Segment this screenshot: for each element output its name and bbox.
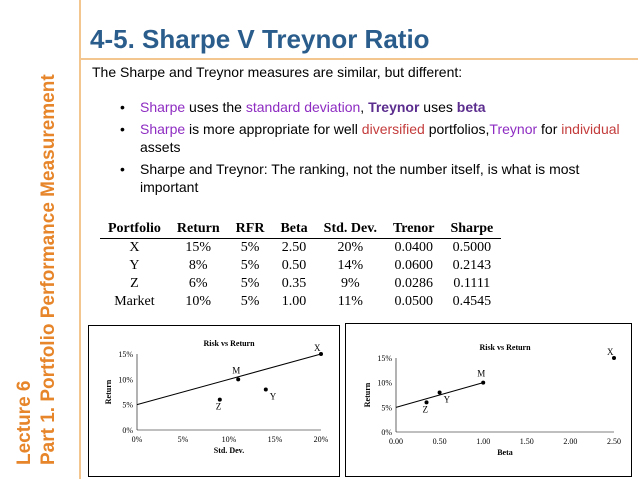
page-title: 4-5. Sharpe V Treynor Ratio <box>90 24 430 54</box>
cell: 0.0500 <box>394 294 433 309</box>
x-tick-label: 15% <box>267 435 283 444</box>
cell: 0.5000 <box>452 240 492 255</box>
x-tick-label: 1.50 <box>519 437 534 446</box>
col-header: Beta <box>272 220 315 239</box>
table-row <box>100 257 501 275</box>
cell: 8% <box>188 258 208 273</box>
col-header: Std. Dev. <box>316 220 385 239</box>
bullet-item: • Sharpe and Treynor: The ranking, not the number itself, is what is most important <box>120 161 580 195</box>
part-label: Part 1. Portfolio Performance Measurement <box>38 74 59 465</box>
point-label-m: M <box>232 365 241 376</box>
y-tick-label: 5% <box>122 400 133 410</box>
cell: Z <box>130 276 139 291</box>
data-point-m <box>236 377 240 381</box>
lecture-label: Lecture 6 <box>14 380 35 465</box>
sidebar-vertical-text <box>0 0 80 479</box>
cell: 0.0400 <box>394 240 433 255</box>
term-sharpe: Sharpe <box>140 99 186 115</box>
cell: 0.0600 <box>394 258 433 273</box>
point-label-z: Z <box>422 404 429 415</box>
y-tick-label: 10% <box>118 375 133 385</box>
point-label-y: Y <box>269 391 277 402</box>
chart-std-dev <box>88 325 340 477</box>
point-label-m: M <box>477 368 486 379</box>
table-row <box>100 275 501 293</box>
col-header: Portfolio <box>100 220 169 239</box>
data-point-y <box>264 387 268 391</box>
y-tick-label: 5% <box>381 403 392 413</box>
ratio-table <box>100 220 501 311</box>
term-beta: beta <box>456 99 486 115</box>
chart-title: Risk vs Return <box>479 343 531 352</box>
capital-market-line <box>137 354 321 405</box>
x-axis-label: Std. Dev. <box>213 446 245 455</box>
cell: 0.50 <box>281 258 307 273</box>
cell: 0.0286 <box>394 276 433 291</box>
cell: 5% <box>240 240 260 255</box>
point-label-z: Z <box>215 401 222 412</box>
y-axis-label: Return <box>104 379 113 405</box>
col-header: Trenor <box>385 220 442 239</box>
data-point-m <box>481 381 485 385</box>
x-tick-label: 2.00 <box>563 437 578 446</box>
point-label-x: X <box>314 343 321 353</box>
cell: 5% <box>240 258 260 273</box>
table-row <box>100 293 501 311</box>
cell: 1.00 <box>281 294 307 309</box>
y-axis-label: Return <box>363 382 372 408</box>
term-std-dev: standard deviation <box>245 99 361 115</box>
capital-market-line <box>396 383 483 408</box>
divider-horizontal <box>81 58 638 60</box>
cell: 20% <box>337 240 364 255</box>
x-tick-label: 1.00 <box>476 437 491 446</box>
bullet-text: for <box>537 121 562 137</box>
bullet-text: , <box>360 99 369 115</box>
cell: 0.4545 <box>452 294 492 309</box>
y-tick-label: 0% <box>122 426 133 435</box>
bullet-list <box>120 98 630 200</box>
bullet-text: assets <box>140 139 181 155</box>
x-tick-label: 0.50 <box>432 437 447 446</box>
term-treynor: Treynor <box>368 99 420 115</box>
cell: Market <box>114 294 155 309</box>
cell: 0.1111 <box>453 276 491 291</box>
bullet-text: portfolios, <box>424 121 490 137</box>
cell: 15% <box>185 240 212 255</box>
term-sharpe: Sharpe <box>140 121 186 137</box>
cell: 6% <box>188 276 208 291</box>
x-tick-label: 0.00 <box>389 437 403 446</box>
col-header: RFR <box>228 220 273 239</box>
cell: 0.2143 <box>452 258 492 273</box>
table-row <box>100 239 501 258</box>
term-individual: individual <box>561 121 620 137</box>
point-label-y: Y <box>443 394 451 405</box>
bullet-item: • Sharpe uses the standard deviation, Treynor uses beta <box>120 99 486 115</box>
y-tick-label: 0% <box>381 428 392 437</box>
cell: 9% <box>340 276 360 291</box>
bullet-item: • Sharpe is more appropriate for well diversified portfolios,Treynor for individual assets <box>120 121 620 155</box>
chart-beta-svg <box>346 324 631 476</box>
cell: Y <box>129 258 140 273</box>
bullet-text: uses <box>419 99 457 115</box>
y-tick-label: 15% <box>118 350 133 359</box>
col-header: Sharpe <box>442 220 501 239</box>
y-tick-label: 10% <box>377 378 392 388</box>
x-axis-label: Beta <box>497 448 513 457</box>
point-label-x: X <box>607 347 614 357</box>
divider-vertical <box>79 0 81 479</box>
table-header-row <box>100 220 501 239</box>
bullet-text: is more appropriate for well <box>185 121 362 137</box>
sidebar <box>0 0 80 479</box>
term-diversified: diversified <box>361 121 425 137</box>
chart-title: Risk vs Return <box>203 339 255 348</box>
cell: 0.35 <box>281 276 307 291</box>
cell: X <box>129 240 140 255</box>
bullet-text: Sharpe and Treynor: The ranking, not the number itself, is what is most important <box>140 161 580 195</box>
x-tick-label: 2.50 <box>607 437 621 446</box>
cell: 2.50 <box>281 240 307 255</box>
y-tick-label: 15% <box>377 354 392 363</box>
cell: 11% <box>337 294 363 309</box>
cell: 10% <box>185 294 212 309</box>
cell: 5% <box>240 276 260 291</box>
col-header: Return <box>169 220 228 239</box>
chart-beta <box>345 323 632 477</box>
data-point-y <box>438 391 442 395</box>
x-tick-label: 0% <box>131 435 143 444</box>
x-tick-label: 10% <box>221 435 237 444</box>
x-tick-label: 5% <box>177 435 189 444</box>
cell: 14% <box>337 258 364 273</box>
bullet-text: uses the <box>185 99 246 115</box>
page-subtitle: The Sharpe and Treynor measures are similar, but different: <box>92 64 463 80</box>
chart-std-dev-svg <box>89 326 339 476</box>
term-treynor: Treynor <box>489 121 538 137</box>
cell: 5% <box>240 294 260 309</box>
x-tick-label: 20% <box>313 435 329 444</box>
